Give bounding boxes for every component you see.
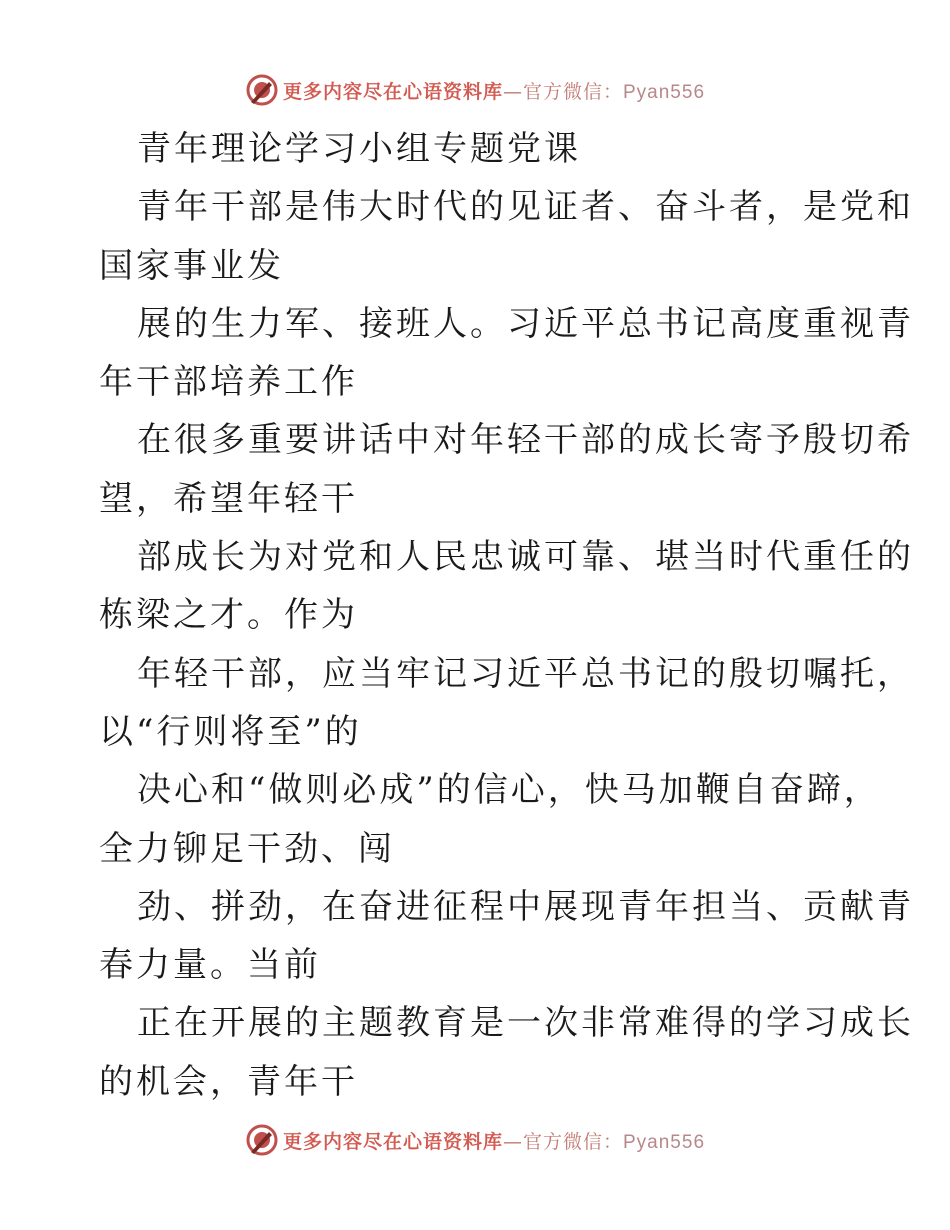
watermark-text — [283, 77, 705, 104]
pen-logo-icon — [245, 73, 279, 107]
text-line: 青年干部是伟大时代的见证者、奋斗者，是党和 — [137, 187, 914, 228]
text-line: 在很多重要讲话中对年轻干部的成长寄予殷切希 — [137, 420, 914, 461]
document-title: 青年理论学习小组专题党课 — [137, 129, 581, 169]
text-line: 春力量。当前 — [99, 945, 321, 986]
watermark-label: 官方微信： — [522, 80, 623, 103]
text-line: 决心和“做则必成”的信心，快马加鞭自奋蹄， — [137, 770, 881, 811]
watermark-head: 更多内容尽在心语资料库 — [282, 80, 503, 103]
document-body — [99, 120, 914, 1111]
text-line: 年轻干部，应当牢记习近平总书记的殷切嘱托， — [137, 653, 914, 694]
text-line: 全力铆足干劲、闯 — [99, 828, 395, 869]
pen-logo-icon — [245, 1123, 279, 1157]
text-line: 部成长为对党和人民忠诚可靠、堪当时代重任的 — [137, 537, 914, 578]
watermark-head: 更多内容尽在心语资料库 — [282, 1130, 503, 1153]
watermark-sep: — — [502, 80, 523, 103]
text-line: 展的生力军、接班人。习近平总书记高度重视青 — [137, 303, 914, 344]
text-line: 栋梁之才。作为 — [99, 595, 358, 636]
text-line: 劲、拼劲，在奋进征程中展现青年担当、贡献青 — [137, 886, 914, 927]
watermark-id: Pyan556 — [623, 1131, 706, 1153]
watermark-text — [283, 1127, 705, 1154]
text-line: 年干部培养工作 — [99, 362, 358, 403]
text-line: 正在开展的主题教育是一次非常难得的学习成长 — [137, 1003, 914, 1044]
watermark-label: 官方微信： — [522, 1130, 623, 1153]
text-line: 国家事业发 — [99, 245, 284, 286]
text-line: 的机会，青年干 — [99, 1061, 358, 1102]
text-line: 以“行则将至”的 — [99, 711, 362, 752]
text-line: 望，希望年轻干 — [99, 478, 358, 519]
watermark-id: Pyan556 — [623, 81, 706, 103]
watermark-footer — [0, 1120, 950, 1160]
watermark-sep: — — [502, 1130, 523, 1153]
watermark-header — [0, 70, 950, 110]
